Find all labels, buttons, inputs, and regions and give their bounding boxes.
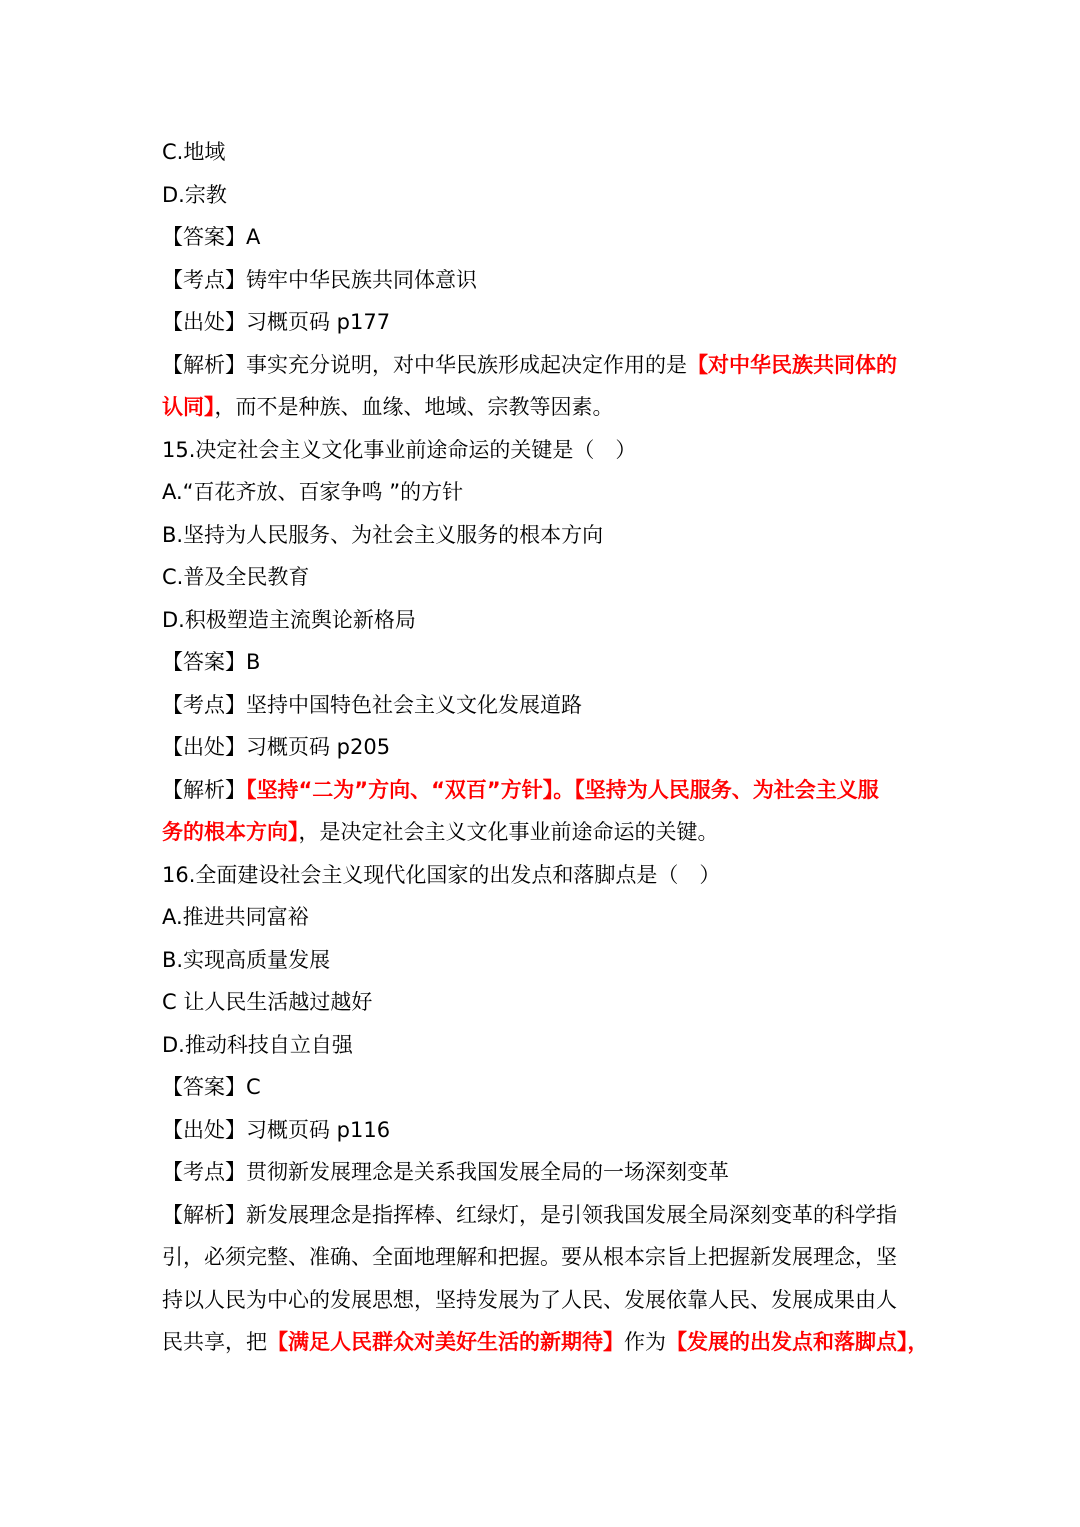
document-page <box>162 131 929 1364</box>
topic-q15: 【考点】坚持中国特色社会主义文化发展道路 <box>162 692 582 717</box>
option-b-q15: B.坚持为人民服务、为社会主义服务的根本方向 <box>162 522 604 547</box>
option-d-q15: D.积极塑造主流舆论新格局 <box>162 607 416 632</box>
topic-q16: 【考点】贯彻新发展理念是关系我国发展全局的一场深刻变革 <box>162 1160 729 1184</box>
option-c-q16: C 让人民生活越过越好 <box>162 990 373 1014</box>
analysis-q14-line2: 认同】，而不是种族、血缘、地域、宗教等因素。 <box>162 395 614 419</box>
highlight-text: 【发展的出发点和落脚点】 <box>666 1330 908 1354</box>
option-d-q16: D.推动科技自立自强 <box>162 1032 353 1057</box>
source-q16: 【出处】习概页码 p116 <box>162 1117 391 1142</box>
analysis-q16-line4: 民共享，把【满足人民群众对美好生活的新期待】作为【发展的出发点和落脚点】， <box>162 1330 929 1354</box>
highlight-text: 【对中华民族共同体的 <box>687 352 897 377</box>
topic-q14: 【考点】铸牢中华民族共同体意识 <box>162 267 477 292</box>
highlight-text: 认同】 <box>162 395 215 419</box>
option-a-q16: A.推进共同富裕 <box>162 905 309 929</box>
option-c-q15: C.普及全民教育 <box>162 565 310 589</box>
answer-q14: 【答案】A <box>162 225 261 249</box>
answer-q16: 【答案】C <box>162 1075 261 1099</box>
source-q14: 【出处】习概页码 p177 <box>162 310 391 334</box>
question-16: 16.全面建设社会主义现代化国家的出发点和落脚点是（ ） <box>162 862 721 887</box>
answer-q15: 【答案】B <box>162 650 261 674</box>
analysis-q15-line1: 【解析】【坚持“二为”方向、“双百”方针】。【坚持为人民服务、为社会主义服 <box>162 777 879 802</box>
analysis-q16-line2: 引，必须完整、准确、全面地理解和把握。要从根本宗旨上把握新发展理念，坚 <box>162 1245 897 1269</box>
analysis-q15-line2: 务的根本方向】，是决定社会主义文化事业前途命运的关键。 <box>162 820 719 844</box>
option-d-q14: D.宗教 <box>162 182 227 207</box>
option-c-q14: C.地域 <box>162 140 226 164</box>
option-b-q16: B.实现高质量发展 <box>162 947 331 972</box>
source-q15: 【出处】习概页码 p205 <box>162 735 391 759</box>
highlight-text: 【坚持为人民服务、为社会主义服 <box>574 777 879 802</box>
option-a-q15: A.“百花齐放、百家争鸣 ”的方针 <box>162 480 464 504</box>
highlight-text: 【满足人民群众对美好生活的新期待】 <box>267 1330 624 1354</box>
highlight-text: 【坚持“二为”方向、“双百”方针】 <box>246 777 554 802</box>
analysis-q16-line1: 【解析】新发展理念是指挥棒、红绿灯，是引领我国发展全局深刻变革的科学指 <box>162 1202 897 1227</box>
analysis-q16-line3: 持以人民为中心的发展思想，坚持发展为了人民、发展依靠人民、发展成果由人 <box>162 1287 897 1312</box>
highlight-text: 务的根本方向】 <box>162 820 299 844</box>
analysis-q14-line1: 【解析】事实充分说明，对中华民族形成起决定作用的是【对中华民族共同体的 <box>162 352 897 377</box>
question-15: 15.决定社会主义文化事业前途命运的关键是（ ） <box>162 437 637 462</box>
